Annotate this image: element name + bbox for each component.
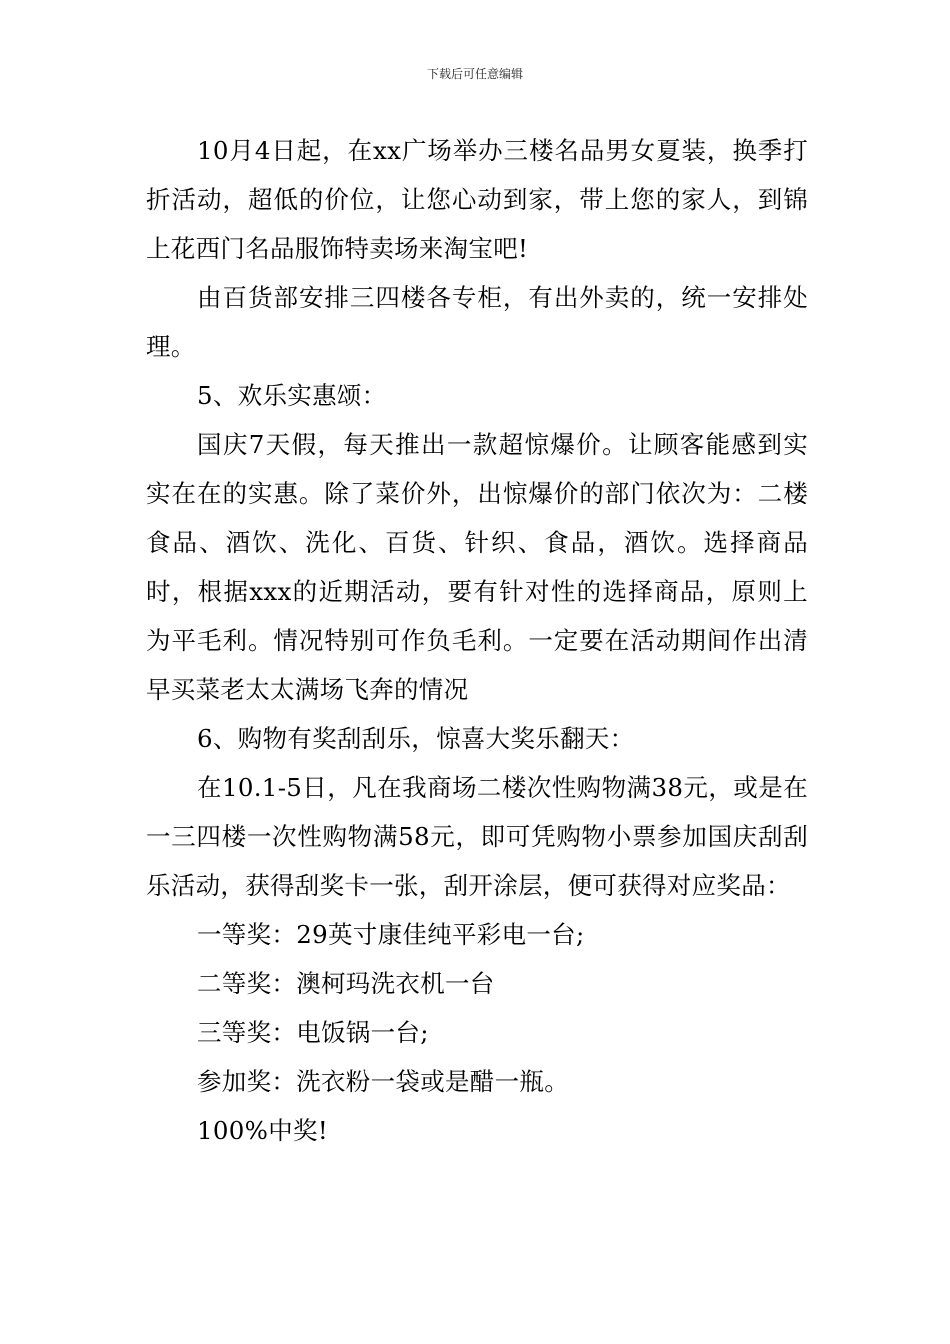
paragraph-scratch-card-rules: 在10.1-5日，凡在我商场二楼次性购物满38元，或是在一三四楼一次性购物满58元，即可凭购物小票参加国庆刮刮乐活动，获得刮奖卡一张，刮开涂层，便可获得对应奖品： bbox=[146, 773, 808, 900]
prize-participation: 参加奖：洗衣粉一袋或是醋一瓶。 bbox=[197, 1067, 569, 1096]
document-body bbox=[146, 126, 808, 1155]
paragraph-department-arrangement: 由百货部安排三四楼各专柜，有出外卖的，统一安排处理。 bbox=[146, 283, 808, 361]
section-heading-5: 5、欢乐实惠颂： bbox=[197, 381, 387, 410]
section-heading-6: 6、购物有奖刮刮乐，惊喜大奖乐翻天： bbox=[197, 724, 635, 753]
prize-second: 二等奖：澳柯玛洗衣机一台 bbox=[197, 969, 495, 998]
paragraph-promotion-intro: 10月4日起，在xx广场举办三楼名品男女夏装，换季打折活动，超低的价位，让您心动到家，带上您的家人，到锦上花西门名品服饰特卖场来淘宝吧! bbox=[146, 136, 808, 263]
paragraph-daily-deals: 国庆7天假，每天推出一款超惊爆价。让顾客能感到实实在在的实惠。除了菜价外，出惊爆价的部门依次为：二楼食品、酒饮、洗化、百货、针织、食品，酒饮。选择商品时，根据xxx的近期活动，要有针对性的选择商品，原则上为平毛利。情况特别可作负毛利。一定要在活动期间作出清早买菜老太太满场飞奔的情况 bbox=[146, 430, 808, 704]
prize-guarantee: 100%中奖! bbox=[197, 1116, 328, 1145]
prize-first: 一等奖：29英寸康佳纯平彩电一台; bbox=[197, 920, 585, 949]
page-header-note: 下载后可任意编辑 bbox=[426, 67, 523, 81]
prize-third: 三等奖：电饭锅一台; bbox=[197, 1018, 429, 1047]
